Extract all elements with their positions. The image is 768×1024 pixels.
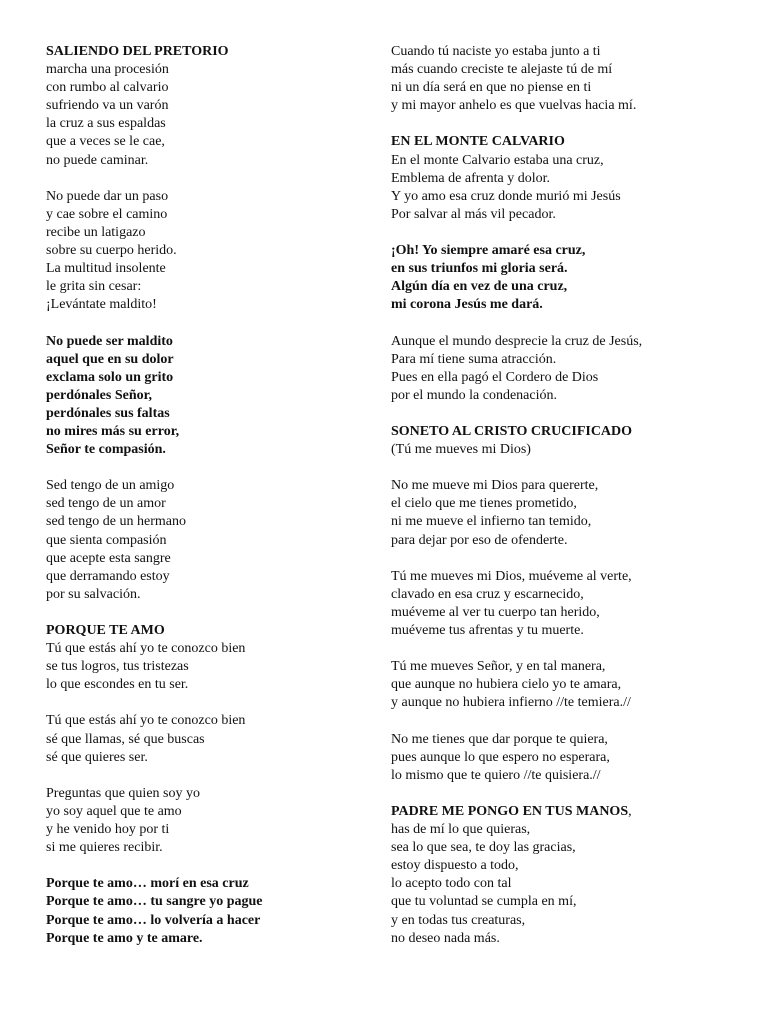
- verse-line: No me mueve mi Dios para quererte,: [391, 478, 599, 494]
- verse-line: y mi mayor anhelo es que vuelvas hacia mí.: [391, 98, 637, 114]
- section-title-text: SONETO AL CRISTO CRUCIFICADO: [391, 423, 633, 439]
- verse-line: No me tienes que dar porque te quiera,: [391, 731, 608, 747]
- verse-line: y aunque no hubiera infierno //te temiera.//: [391, 695, 631, 711]
- verse-line: Para mí tiene suma atracción.: [391, 351, 557, 367]
- verse-line: que acepte esta sangre: [46, 550, 171, 566]
- stanza: [391, 477, 741, 549]
- stanza: [391, 568, 741, 640]
- verse-line: Preguntas que quien soy yo: [46, 785, 200, 801]
- stanza: [391, 133, 741, 223]
- verse-line: perdónales Señor,: [46, 387, 153, 403]
- verse-line: por su salvación.: [46, 586, 141, 602]
- verse-line: sed tengo de un amor: [46, 496, 166, 512]
- section-title-text: EN EL MONTE CALVARIO: [391, 134, 565, 150]
- stanza: [391, 731, 741, 785]
- stanza: [391, 333, 741, 405]
- section-title: [391, 803, 741, 821]
- verse-line: por el mundo la condenación.: [391, 387, 558, 403]
- verse-line: perdónales sus faltas: [46, 405, 170, 421]
- verse-line: el cielo que me tienes prometido,: [391, 496, 577, 512]
- section-title: [391, 133, 741, 151]
- verse-line: marcha una procesión: [46, 62, 169, 78]
- verse-line: Emblema de afrenta y dolor.: [391, 170, 550, 186]
- verse-line: No puede ser maldito: [46, 333, 173, 349]
- verse-line: Porque te amo… lo volvería a hacer: [46, 912, 261, 928]
- verse-line: que derramando estoy: [46, 568, 170, 584]
- verse-line: yo soy aquel que te amo: [46, 803, 182, 819]
- verse-line: lo que escondes en tu ser.: [46, 677, 189, 693]
- stanza: [46, 477, 376, 604]
- stanza: [46, 43, 376, 170]
- verse-line: ni me mueve el infierno tan temido,: [391, 514, 592, 530]
- verse-line: ni un día será en que no piense en ti: [391, 80, 592, 96]
- verse-line: en sus triunfos mi gloria será.: [391, 261, 568, 277]
- stanza: [391, 242, 741, 314]
- verse-line: sea lo que sea, te doy las gracias,: [391, 840, 576, 856]
- verse-line: le grita sin cesar:: [46, 279, 142, 295]
- verse-line: Algún día en vez de una cruz,: [391, 279, 568, 295]
- verse-line: si me quieres recibir.: [46, 840, 163, 856]
- verse-line: sobre su cuerpo herido.: [46, 243, 177, 259]
- stanza: [391, 803, 741, 948]
- stanza: [46, 875, 376, 947]
- verse-line: no puede caminar.: [46, 152, 149, 168]
- verse-line: y en todas tus creaturas,: [391, 912, 526, 928]
- verse-line: sé que llamas, sé que buscas: [46, 731, 205, 747]
- verse-line: y he venido hoy por ti: [46, 822, 170, 838]
- stanza: [46, 712, 376, 766]
- verse-line: Sed tengo de un amigo: [46, 478, 175, 494]
- verse-line: ¡Levántate maldito!: [46, 297, 157, 313]
- left-column: [46, 43, 376, 966]
- verse-line: lo mismo que te quiero //te quisiera.//: [391, 767, 601, 783]
- verse-line: para dejar por eso de ofenderte.: [391, 532, 568, 548]
- section-title: [391, 423, 741, 441]
- verse-line: recibe un latigazo: [46, 224, 146, 240]
- section-title-text: SALIENDO DEL PRETORIO: [46, 44, 229, 59]
- verse-line: estoy dispuesto a todo,: [391, 858, 519, 874]
- stanza: [391, 658, 741, 712]
- verse-line: La multitud insolente: [46, 261, 166, 277]
- section-title-text: PADRE ME PONGO EN TUS MANOS: [391, 803, 629, 819]
- verse-line: clavado en esa cruz y escarnecido,: [391, 586, 584, 602]
- verse-line: Tú me mueves Señor, y en tal manera,: [391, 659, 606, 675]
- verse-line: que sienta compasión: [46, 532, 167, 548]
- verse-line: Por salvar al más vil pecador.: [391, 206, 556, 222]
- verse-line: Tú me mueves mi Dios, muéveme al verte,: [391, 568, 632, 584]
- verse-line: No puede dar un paso: [46, 188, 169, 204]
- verse-line: que tu voluntad se cumpla en mí,: [391, 894, 577, 910]
- section-title-suffix: ,: [628, 803, 632, 819]
- verse-line: Cuando tú naciste yo estaba junto a ti: [391, 44, 601, 59]
- verse-line: se tus logros, tus tristezas: [46, 659, 189, 675]
- verse-line: no mires más su error,: [46, 423, 180, 439]
- verse-line: sé que quieres ser.: [46, 749, 148, 765]
- stanza: [391, 423, 741, 459]
- verse-line: Porque te amo… tu sangre yo pague: [46, 894, 263, 910]
- verse-line: pues aunque lo que espero no esperara,: [391, 749, 610, 765]
- verse-line: Pues en ella pagó el Cordero de Dios: [391, 369, 599, 385]
- verse-line: aquel que en su dolor: [46, 351, 174, 367]
- verse-line: mi corona Jesús me dará.: [391, 297, 543, 313]
- stanza: [46, 622, 376, 694]
- verse-line: has de mí lo que quieras,: [391, 822, 531, 838]
- verse-line: sufriendo va un varón: [46, 98, 169, 114]
- stanza: [46, 188, 376, 315]
- verse-line: Porque te amo y te amare.: [46, 930, 203, 946]
- verse-line: lo acepto todo con tal: [391, 876, 512, 892]
- verse-line: muéveme al ver tu cuerpo tan herido,: [391, 604, 600, 620]
- verse-line: (Tú me mueves mi Dios): [391, 442, 531, 458]
- section-title: [46, 622, 376, 640]
- verse-line: muéveme tus afrentas y tu muerte.: [391, 623, 584, 638]
- verse-line: Tú que estás ahí yo te conozco bien: [46, 641, 246, 657]
- verse-line: no deseo nada más.: [391, 930, 500, 946]
- stanza: [46, 333, 376, 460]
- verse-line: ¡Oh! Yo siempre amaré esa cruz,: [391, 243, 586, 259]
- verse-line: Señor te compasión.: [46, 442, 166, 458]
- verse-line: más cuando creciste te alejaste tú de mí: [391, 62, 613, 78]
- verse-line: Porque te amo… morí en esa cruz: [46, 876, 249, 892]
- verse-line: la cruz a sus espaldas: [46, 116, 166, 132]
- verse-line: que aunque no hubiera cielo yo te amara,: [391, 677, 622, 693]
- verse-line: sed tengo de un hermano: [46, 514, 186, 530]
- verse-line: con rumbo al calvario: [46, 80, 169, 96]
- verse-line: que a veces se le cae,: [46, 134, 165, 150]
- stanza: [46, 785, 376, 857]
- section-title-text: PORQUE TE AMO: [46, 623, 165, 638]
- right-column: [391, 43, 741, 966]
- section-title: [46, 43, 376, 61]
- verse-line: Aunque el mundo desprecie la cruz de Jesús,: [391, 333, 643, 349]
- verse-line: exclama solo un grito: [46, 369, 174, 385]
- verse-line: En el monte Calvario estaba una cruz,: [391, 152, 604, 168]
- stanza: [391, 43, 741, 115]
- verse-line: Y yo amo esa cruz donde murió mi Jesús: [391, 188, 621, 204]
- verse-line: y cae sobre el camino: [46, 206, 168, 222]
- verse-line: Tú que estás ahí yo te conozco bien: [46, 713, 246, 729]
